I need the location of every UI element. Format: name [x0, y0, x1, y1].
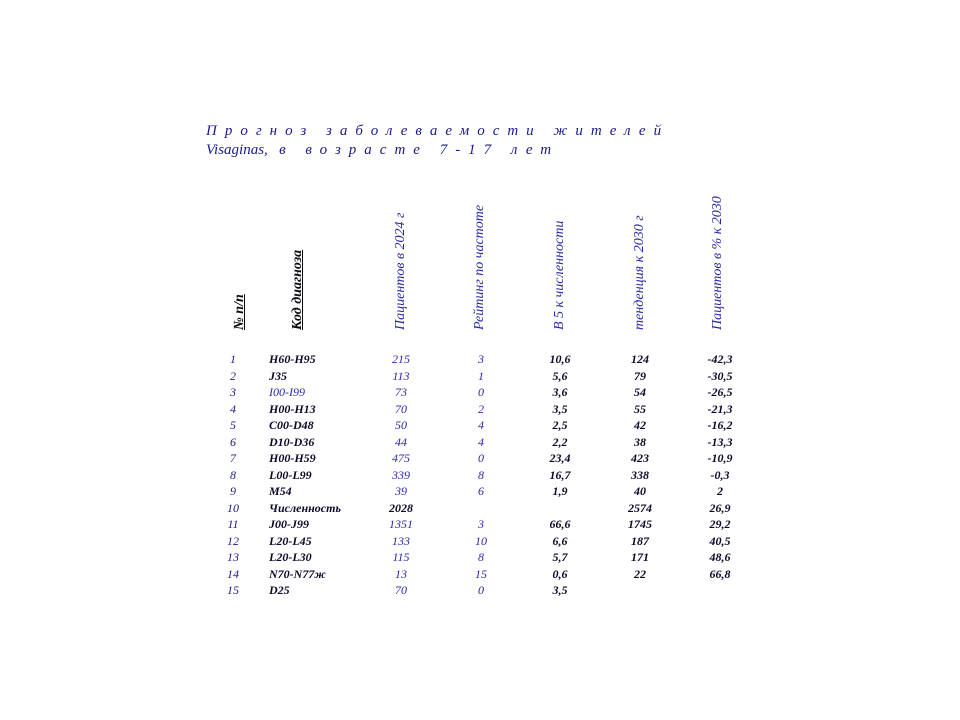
per5-cell: 66,6 — [549, 517, 571, 531]
row-number: 7 — [230, 451, 236, 465]
trend-2030-cell: 79 — [634, 368, 646, 383]
diagnosis-code: N70-N77ж — [269, 566, 326, 581]
trend-2030-cell: 54 — [634, 385, 646, 399]
diagnosis-code: L00-L99 — [269, 467, 312, 482]
diagnosis-code: J00-J99 — [269, 517, 309, 531]
diagnosis-code: D25 — [269, 583, 290, 597]
patients-2024-cell: 44 — [395, 434, 407, 449]
patients-2024-cell: 50 — [395, 418, 407, 432]
patients-2024-cell: 1351 — [389, 517, 413, 531]
table-row — [0, 417, 960, 434]
pct-2030-cell: -13,3 — [707, 434, 733, 449]
pct-2030-cell: 2 — [717, 484, 723, 498]
row-number: 5 — [230, 418, 236, 432]
trend-2030-cell: 1745 — [628, 517, 652, 531]
page-title — [206, 122, 686, 160]
pct-2030-cell: -30,5 — [707, 368, 733, 383]
trend-2030-cell: 338 — [631, 467, 649, 482]
row-number: 3 — [230, 385, 236, 399]
patients-2024-cell: 475 — [392, 451, 410, 465]
patients-2024-cell: 39 — [395, 484, 407, 498]
header-pct-2030: Пациентов в % к 2030 — [710, 196, 725, 330]
per5-cell: 6,6 — [552, 533, 568, 548]
diagnosis-code: M54 — [269, 484, 292, 498]
per5-cell: 5,6 — [552, 368, 568, 383]
patients-2024-cell: 113 — [392, 368, 410, 383]
patients-2024-cell: 70 — [395, 583, 407, 597]
row-number: 1 — [230, 352, 236, 366]
rank-cell: 3 — [478, 352, 484, 366]
pct-2030-cell: 66,8 — [709, 566, 731, 581]
trend-2030-cell: 423 — [631, 451, 649, 465]
pct-2030-cell: -10,9 — [707, 451, 733, 465]
table-row — [0, 549, 960, 566]
table-row — [0, 467, 960, 484]
row-number: 12 — [227, 533, 239, 548]
title-place: Visaginas, — [206, 142, 268, 158]
pct-2030-cell: -26,5 — [707, 385, 733, 399]
diagnosis-code: Численность — [269, 500, 341, 515]
pct-2030-cell: -42,3 — [707, 352, 733, 366]
row-number: 13 — [227, 550, 239, 564]
table-row — [0, 533, 960, 550]
diagnosis-code: L20-L30 — [269, 550, 312, 564]
per5-cell: 16,7 — [549, 467, 571, 482]
per5-cell: 23,4 — [549, 451, 571, 465]
row-number: 6 — [230, 434, 236, 449]
header-rank: Рейтинг по частоте — [472, 204, 487, 330]
table-row — [0, 384, 960, 401]
title-age-range: в возрасте 7-17 лет — [279, 142, 560, 158]
patients-2024-cell: 13 — [395, 566, 407, 581]
row-number: 9 — [230, 484, 236, 498]
trend-2030-cell: 22 — [634, 566, 646, 581]
title-line-1: Прогноз заболеваемости жителей — [206, 123, 670, 139]
rank-cell: 8 — [478, 467, 484, 482]
diagnosis-code: J35 — [269, 368, 287, 383]
diagnosis-code: C00-D48 — [269, 418, 314, 432]
rank-cell: 10 — [475, 533, 487, 548]
row-number: 8 — [230, 467, 236, 482]
rank-cell: 0 — [478, 583, 484, 597]
diagnosis-code: H00-H13 — [269, 401, 316, 416]
per5-cell: 3,5 — [552, 401, 568, 416]
rank-cell: 0 — [478, 385, 484, 399]
row-number: 4 — [230, 401, 236, 416]
pct-2030-cell: -16,2 — [707, 418, 733, 432]
row-number: 15 — [227, 583, 239, 597]
patients-2024-cell: 339 — [392, 467, 410, 482]
per5-cell: 2,2 — [552, 434, 568, 449]
rank-cell: 4 — [478, 418, 484, 432]
pct-2030-cell: -21,3 — [707, 401, 733, 416]
table-row — [0, 483, 960, 500]
diagnosis-code: L20-L45 — [269, 533, 312, 548]
rank-cell: 3 — [478, 517, 484, 531]
title-line-2 — [206, 141, 686, 160]
patients-2024-cell: 133 — [392, 533, 410, 548]
trend-2030-cell: 42 — [634, 418, 646, 432]
per5-cell: 1,9 — [552, 484, 568, 498]
table-row — [0, 582, 960, 599]
row-number: 14 — [227, 566, 239, 581]
header-trend-2030: тенденция к 2030 г — [632, 215, 647, 330]
header-num: № п/п — [232, 294, 247, 330]
trend-2030-cell: 55 — [634, 401, 646, 416]
trend-2030-cell: 38 — [634, 434, 646, 449]
row-number: 10 — [227, 500, 239, 515]
header-patients-2024: Пациентов в 2024 г — [393, 212, 408, 330]
rank-cell: 15 — [475, 566, 487, 581]
pct-2030-cell: 29,2 — [709, 517, 731, 531]
per5-cell: 0,6 — [552, 566, 568, 581]
trend-2030-cell: 2574 — [628, 500, 652, 515]
trend-2030-cell: 171 — [631, 550, 649, 564]
rank-cell: 2 — [478, 401, 484, 416]
per5-cell: 10,6 — [549, 352, 571, 366]
header-per5: В 5 к численности — [552, 220, 567, 330]
rank-cell: 1 — [478, 368, 484, 383]
rank-cell: 8 — [478, 550, 484, 564]
per5-cell: 3,6 — [552, 385, 568, 399]
table-row — [0, 566, 960, 583]
per5-cell: 5,7 — [552, 550, 568, 564]
table-row — [0, 516, 960, 533]
trend-2030-cell: 124 — [631, 352, 649, 366]
patients-2024-cell: 73 — [395, 385, 407, 399]
rank-cell: 6 — [478, 484, 484, 498]
row-number: 11 — [227, 517, 239, 531]
table-row — [0, 351, 960, 368]
trend-2030-cell: 187 — [631, 533, 649, 548]
pct-2030-cell: -0,3 — [710, 467, 730, 482]
patients-2024-cell: 2028 — [389, 500, 413, 515]
per5-cell: 3,5 — [552, 583, 568, 597]
patients-2024-cell: 215 — [392, 352, 410, 366]
table-row — [0, 500, 960, 517]
patients-2024-cell: 115 — [392, 550, 410, 564]
header-code: Код диагноза — [290, 249, 305, 330]
diagnosis-code: H60-H95 — [269, 352, 316, 366]
pct-2030-cell: 26,9 — [709, 500, 731, 515]
patients-2024-cell: 70 — [395, 401, 407, 416]
rank-cell: 4 — [478, 434, 484, 449]
table-row — [0, 368, 960, 385]
table-row — [0, 434, 960, 451]
table-row — [0, 450, 960, 467]
diagnosis-code: I00-I99 — [269, 385, 305, 399]
trend-2030-cell: 40 — [634, 484, 646, 498]
row-number: 2 — [230, 368, 236, 383]
diagnosis-code: H00-H59 — [269, 451, 316, 465]
table-row — [0, 401, 960, 418]
pct-2030-cell: 48,6 — [709, 550, 731, 564]
per5-cell: 2,5 — [552, 418, 568, 432]
diagnosis-code: D10-D36 — [269, 434, 315, 449]
rank-cell: 0 — [478, 451, 484, 465]
pct-2030-cell: 40,5 — [709, 533, 731, 548]
